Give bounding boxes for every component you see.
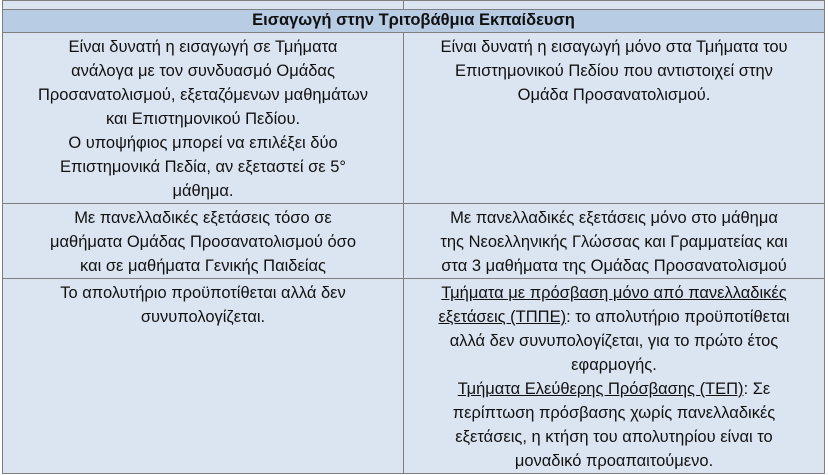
cell-line: και Επιστημονικού Πεδίου. xyxy=(105,110,301,128)
tppe-title: εξετάσεις (ΤΠΠΕ) xyxy=(438,308,567,326)
row3-left-cell xyxy=(3,279,404,474)
cell-line: ανάλογα με τον συνδυασμό Ομάδας xyxy=(71,62,335,80)
tep-section xyxy=(412,377,816,473)
top-cell-right xyxy=(404,1,825,10)
cell-line: αλλά δεν συνυπολογίζεται, για το πρώτο έτος xyxy=(449,332,779,350)
row1-right-cell xyxy=(404,33,825,204)
tep-text: : Σε xyxy=(743,380,771,398)
row2-left-cell xyxy=(3,204,404,279)
cell-line: εφαρμογής. xyxy=(571,356,657,374)
table-top-row xyxy=(3,1,825,10)
table-row xyxy=(3,204,825,279)
cell-line: και σε μαθήματα Γενικής Παιδείας xyxy=(80,257,326,275)
table-row xyxy=(3,33,825,204)
cell-line: Επιστημονικά Πεδία, αν εξεταστεί σε 5° xyxy=(59,158,347,176)
cell-line: Είναι δυνατή η εισαγωγή μόνο στα Τμήματα του xyxy=(440,38,788,56)
table-row xyxy=(3,279,825,474)
cell-line: Με πανελλαδικές εξετάσεις μόνο στο μάθημα xyxy=(450,209,778,227)
cell-line: εξετάσεις, η κτήση του απολυτηρίου είναι το xyxy=(455,428,773,446)
comparison-table xyxy=(2,0,825,474)
cell-line: Επιστημονικού Πεδίου που αντιστοιχεί στην xyxy=(455,62,773,80)
cell-line: Ο υποψήφιος μπορεί να επιλέξει δύο xyxy=(68,134,338,152)
cell-line: μάθημα. xyxy=(172,182,234,200)
cell-line: περίπτωση πρόσβασης χωρίς πανελλαδικές xyxy=(452,404,776,422)
cell-line: συνυπολογίζεται. xyxy=(140,308,266,326)
cell-line: της Νεοελληνικής Γλώσσας και Γραμματείας και xyxy=(440,233,788,251)
top-cell-left xyxy=(3,1,404,10)
row2-right-cell xyxy=(404,204,825,279)
cell-line: στα 3 μαθήματα της Ομάδας Προσανατολισμού xyxy=(441,257,787,275)
tppe-text: : το απολυτήριο προϋποτίθεται xyxy=(566,308,790,326)
table-header-row xyxy=(3,10,825,33)
cell-line: Με πανελλαδικές εξετάσεις τόσο σε xyxy=(74,209,332,227)
cell-line: Προσανατολισμού, εξεταζόμενων μαθημάτων xyxy=(37,86,369,104)
row3-right-cell xyxy=(404,279,825,474)
cell-line: μοναδικό προαπαιτούμενο. xyxy=(514,452,714,470)
cell-line: μαθήματα Ομάδας Προσανατολισμού όσο xyxy=(49,233,357,251)
tppe-section xyxy=(412,281,816,377)
tppe-title: Τμήματα με πρόσβαση μόνο από πανελλαδικές xyxy=(441,284,787,302)
cell-line: Το απολυτήριο προϋποτίθεται αλλά δεν xyxy=(60,284,346,302)
cell-line: Είναι δυνατή η εισαγωγή σε Τμήματα xyxy=(68,38,338,56)
row1-left-cell xyxy=(3,33,404,204)
tep-title: Τμήματα Ελεύθερης Πρόσβασης (ΤΕΠ) xyxy=(457,380,744,398)
cell-line: Ομάδα Προσανατολισμού. xyxy=(517,86,711,104)
table-header: Εισαγωγή στην Τριτοβάθμια Εκπαίδευση xyxy=(3,10,825,33)
